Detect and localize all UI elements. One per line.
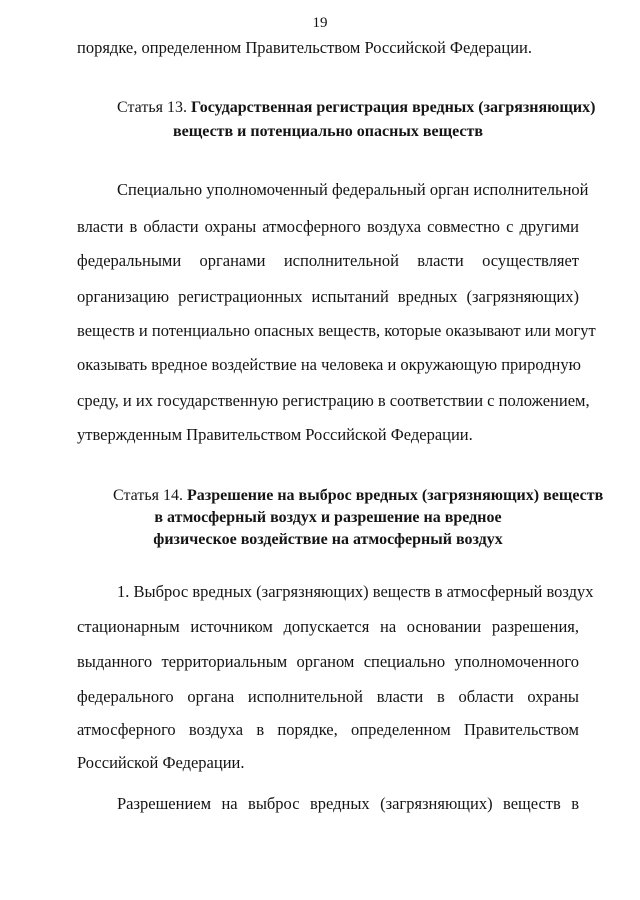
article-13-title-line-2: веществ и потенциально опасных веществ — [173, 123, 483, 140]
article-14-para1-line: стационарным источником допускается на основании разрешения, — [77, 617, 579, 636]
continuation-line: порядке, определенном Правительством Российской Федерации. — [77, 38, 532, 57]
article-14-title-line-3: физическое воздействие на атмосферный воздух — [153, 531, 503, 548]
article-14-heading-line-2 — [77, 508, 579, 528]
page-number: 19 — [312, 15, 328, 31]
article-14-title-line-2: в атмосферный воздух и разрешение на вредное — [154, 509, 502, 526]
article-14-para1-line: атмосферного воздуха в порядке, определенном Правительством — [77, 720, 579, 739]
article-13-body-line: оказывать вредное воздействие на человека и окружающую природную — [77, 355, 581, 374]
article-13-body-line: организацию регистрационных испытаний вредных (загрязняющих) — [77, 287, 579, 306]
article-13-body-line: среду, и их государственную регистрацию в соответствии с положением, — [77, 391, 590, 410]
article-13-title-line-1: Государственная регистрация вредных (загрязняющих) — [190, 99, 596, 116]
article-14-heading-line-1 — [113, 486, 604, 506]
article-14-title-line-1: Разрешение на выброс вредных (загрязняющих) веществ — [186, 487, 604, 504]
article-13-heading-line-2 — [77, 122, 579, 142]
article-13-body-line: утвержденным Правительством Российской Федерации. — [77, 425, 473, 444]
article-13-body-line: веществ и потенциально опасных веществ, которые оказывают или могут — [77, 321, 596, 340]
article-13-body-line: Специально уполномоченный федеральный орган исполнительной — [117, 180, 589, 199]
article-14-para1-line: 1. Выброс вредных (загрязняющих) веществ в атмосферный воздух — [117, 582, 594, 601]
article-14-para1-line: федерального органа исполнительной власти в области охраны — [77, 687, 579, 706]
article-14-para1-line: Российской Федерации. — [77, 753, 245, 772]
article-13-body-line: власти в области охраны атмосферного воздуха совместно с другими — [77, 217, 579, 236]
article-13-prefix: Статья 13. — [117, 99, 187, 116]
article-13-body-line: федеральными органами исполнительной власти осуществляет — [77, 251, 579, 270]
article-14-prefix: Статья 14. — [113, 487, 183, 504]
article-14-heading-line-3 — [77, 530, 579, 550]
article-14-para2-line: Разрешением на выброс вредных (загрязняющих) веществ в — [117, 794, 579, 813]
article-14-para1-line: выданного территориальным органом специально уполномоченного — [77, 652, 579, 671]
article-13-heading-line-1 — [117, 98, 596, 118]
